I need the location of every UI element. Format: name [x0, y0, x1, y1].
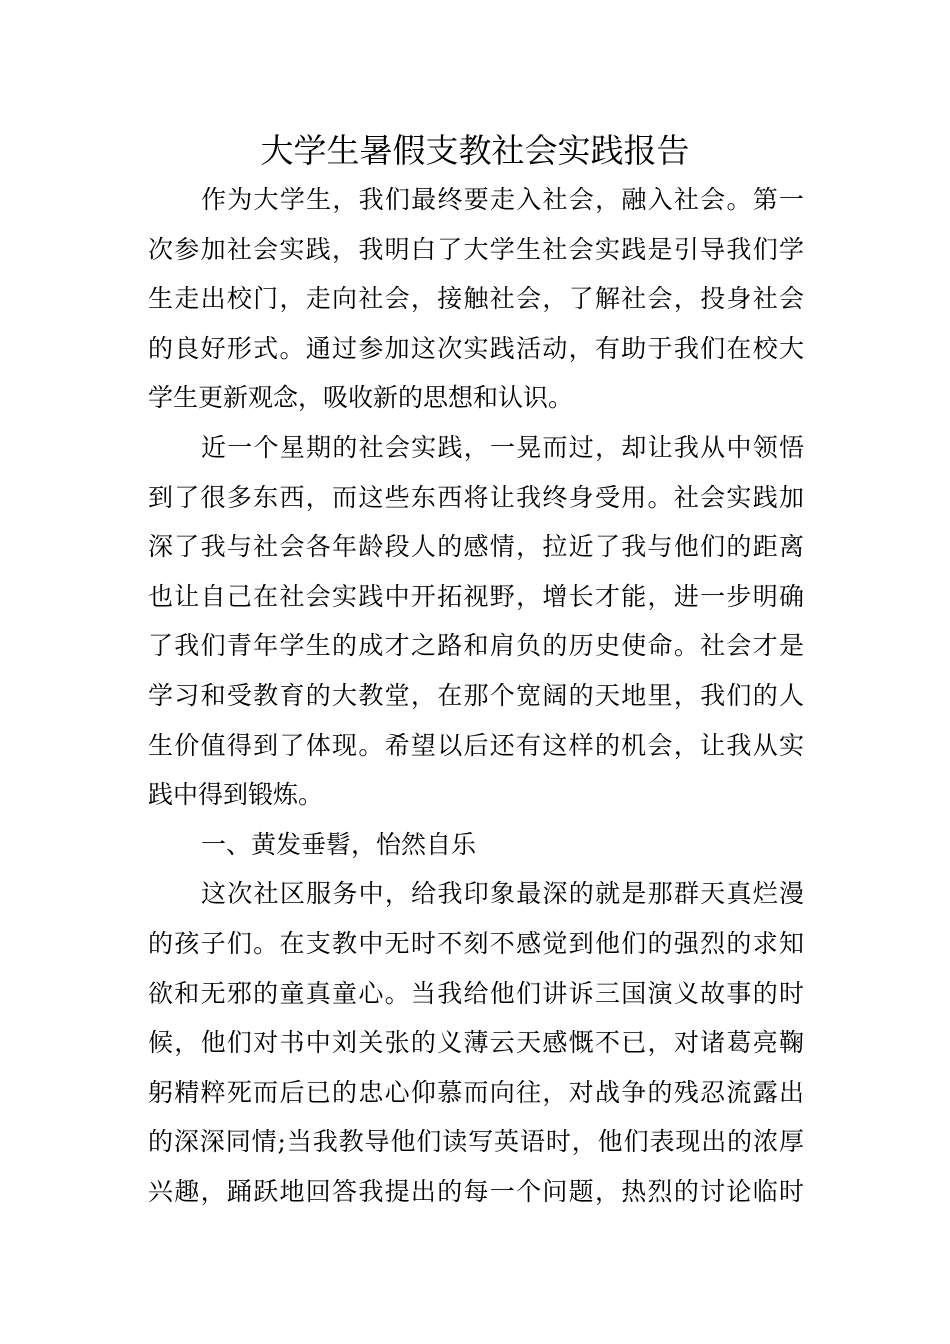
paragraph-1-line-2: 次参加社会实践，我明白了大学生社会实践是引导我们学 [148, 234, 804, 264]
section-heading: 一、黄发垂髫，怡然自乐 [201, 829, 477, 859]
paragraph-2-line-4: 也让自己在社会实践中开拓视野，增长才能，进一步明确 [148, 581, 804, 611]
paragraph-2-line-3: 深了我与社会各年龄段人的感情，拉近了我与他们的距离 [148, 532, 804, 562]
paragraph-3-line-7: 兴趣，踊跃地回答我提出的每一个问题，热烈的讨论临时 [148, 1176, 804, 1206]
paragraph-3-line-4: 候，他们对书中刘关张的义薄云天感慨不已，对诸葛亮鞠 [148, 1028, 804, 1058]
document-title: 大学生暑假支教社会实践报告 [260, 131, 690, 170]
paragraph-3-line-2: 的孩子们。在支教中无时不刻不感觉到他们的强烈的求知 [148, 928, 804, 958]
paragraph-1-line-4: 的良好形式。通过参加这次实践活动，有助于我们在校大 [148, 333, 804, 363]
paragraph-3-line-5: 躬精粹死而后已的忠心仰慕而向往，对战争的残忍流露出 [148, 1077, 804, 1107]
document-body [148, 175, 804, 1216]
paragraph-2-line-7: 生价值得到了体现。希望以后还有这样的机会，让我从实 [148, 730, 804, 760]
paragraph-2-line-6: 学习和受教育的大教堂，在那个宽阔的天地里，我们的人 [148, 680, 804, 710]
paragraph-1-line-3: 生走出校门，走向社会，接触社会，了解社会，投身社会 [148, 284, 804, 314]
paragraph-3-line-6: 的深深同情;当我教导他们读写英语时，他们表现出的浓厚 [148, 1127, 804, 1157]
paragraph-2-line-1: 近一个星期的社会实践，一晃而过，却让我从中领悟 [201, 432, 804, 462]
paragraph-3-line-3: 欲和无邪的童真童心。当我给他们讲诉三国演义故事的时 [148, 978, 804, 1008]
paragraph-3-line-1: 这次社区服务中，给我印象最深的就是那群天真烂漫 [201, 879, 804, 909]
paragraph-2-line-2: 到了很多东西，而这些东西将让我终身受用。社会实践加 [148, 482, 804, 512]
paragraph-1-line-5: 学生更新观念，吸收新的思想和认识。 [148, 383, 574, 413]
paragraph-2-line-8: 践中得到锻炼。 [148, 780, 324, 810]
paragraph-2-line-5: 了我们青年学生的成才之路和肩负的历史使命。社会才是 [148, 631, 804, 661]
paragraph-1-line-1: 作为大学生，我们最终要走入社会，融入社会。第一 [201, 185, 804, 214]
